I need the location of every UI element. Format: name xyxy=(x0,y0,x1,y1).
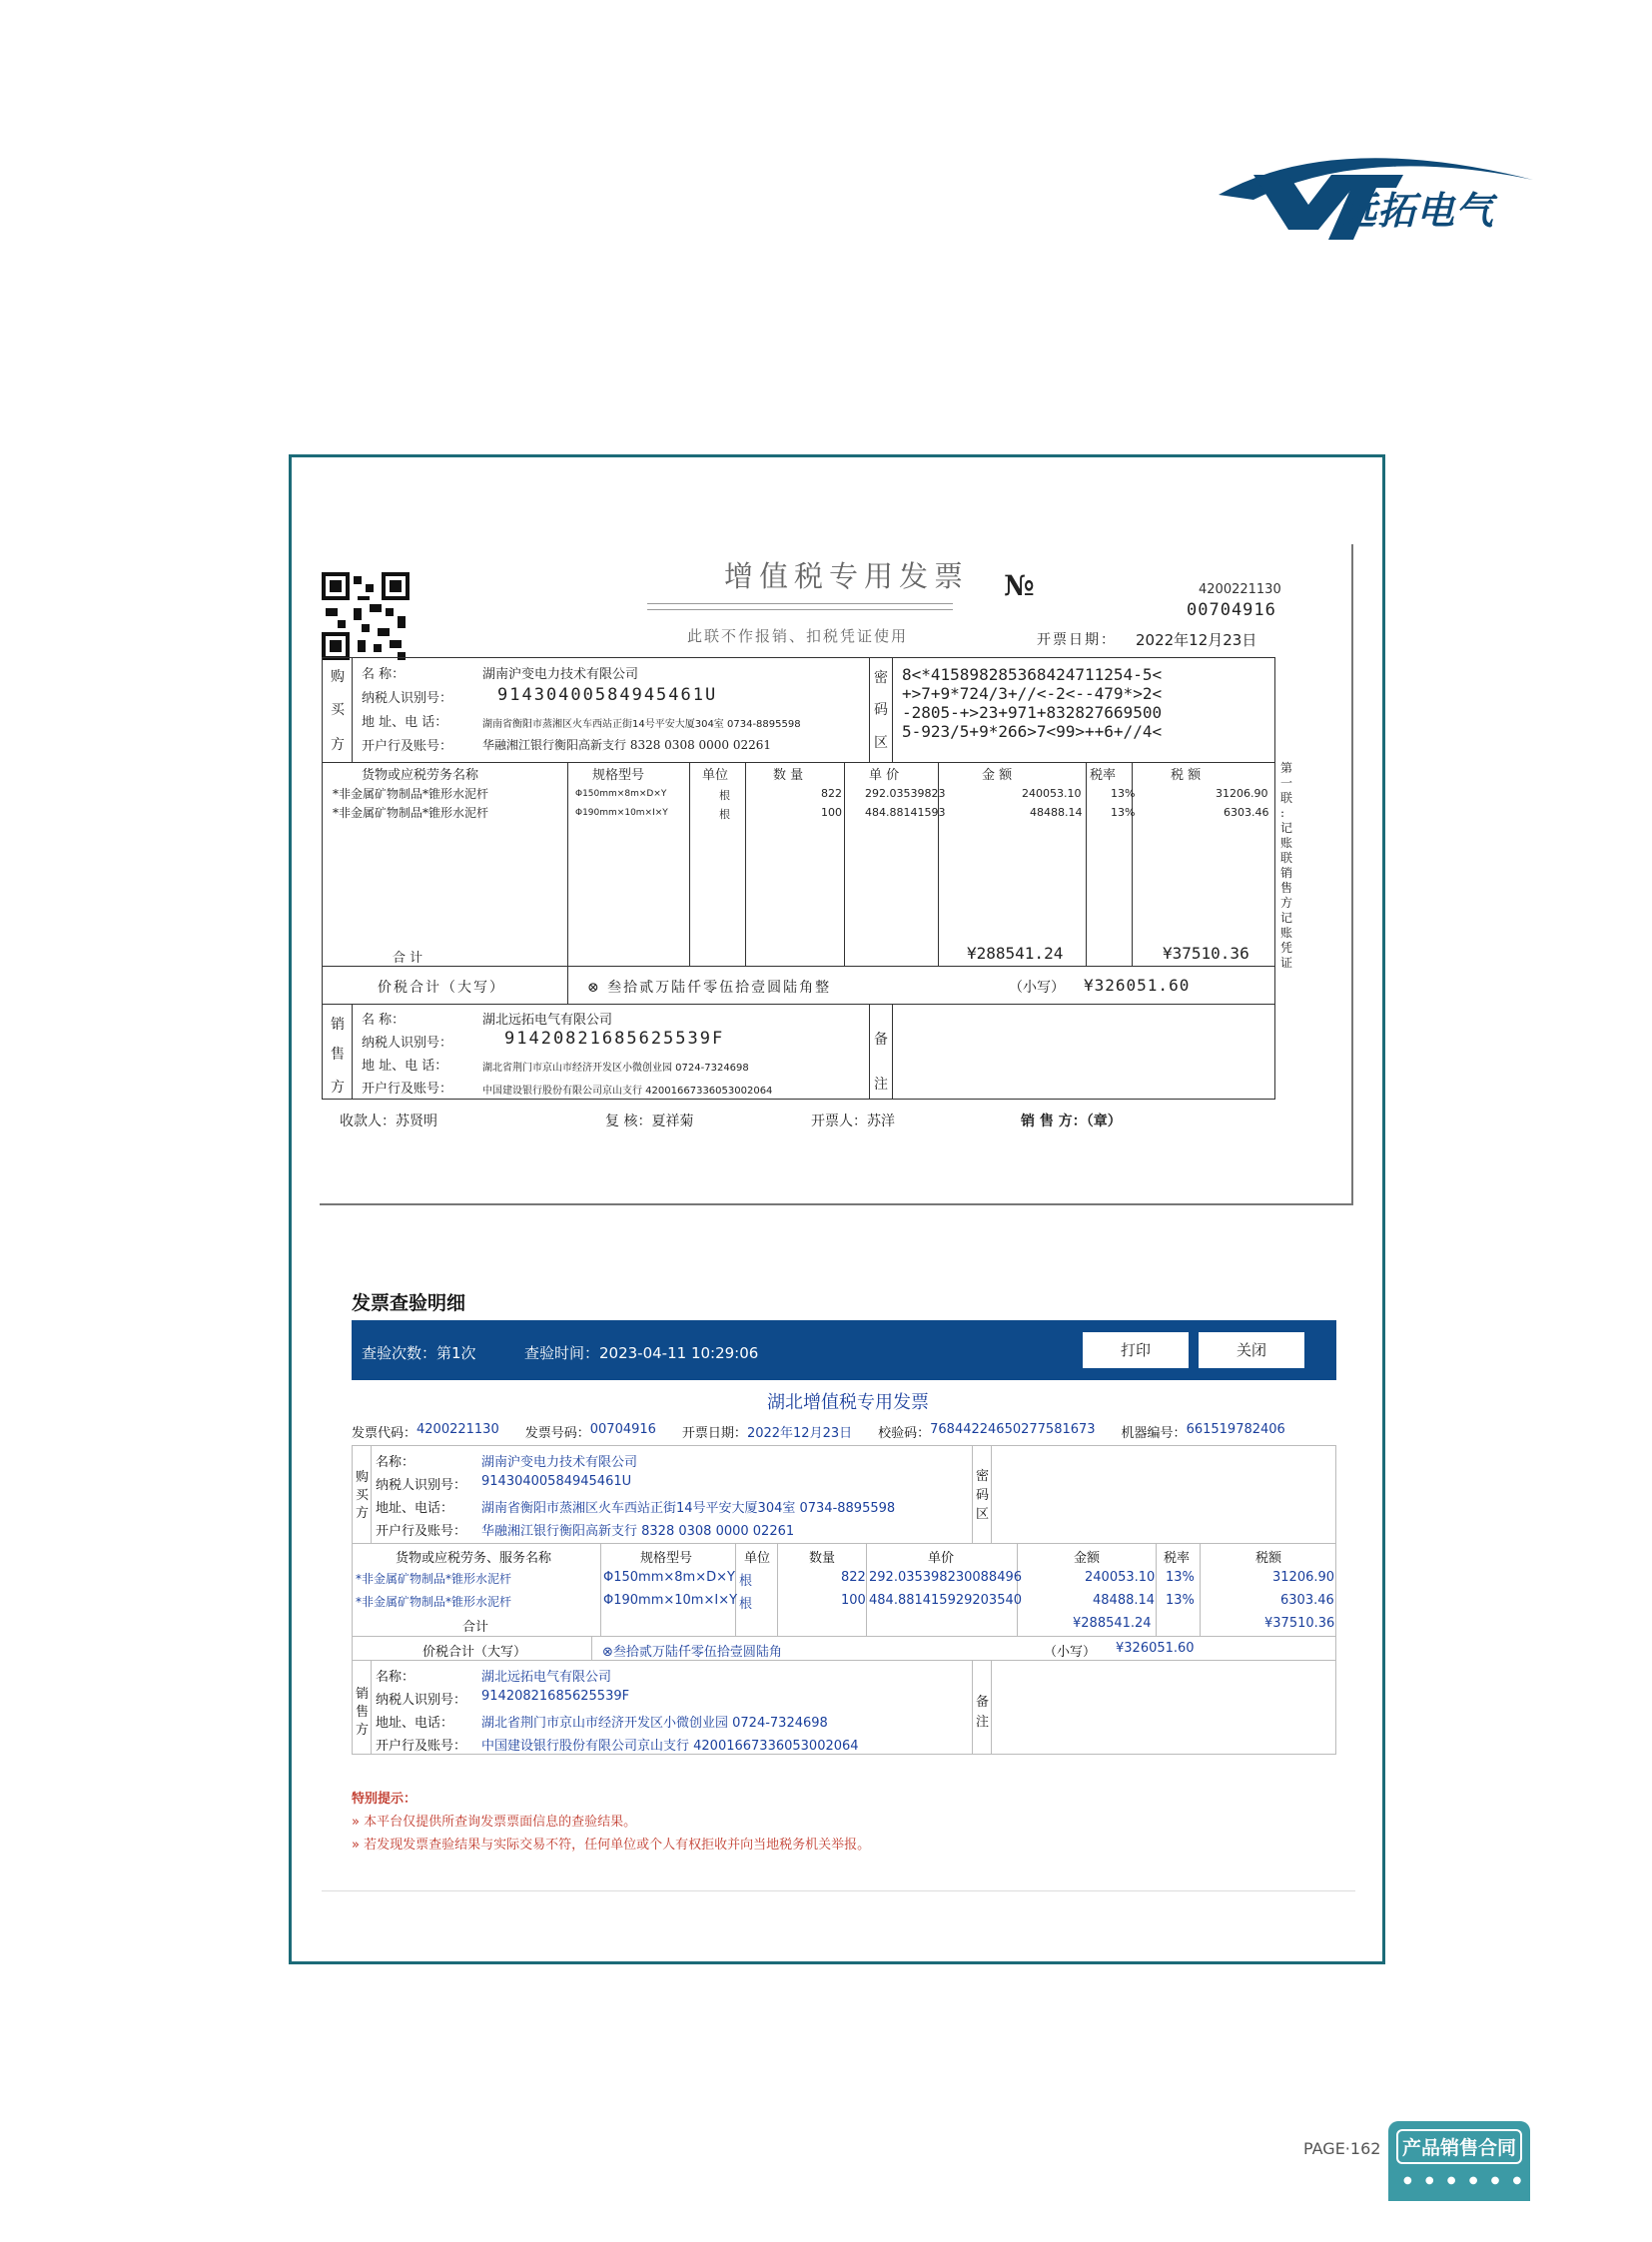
seller-name: 湖北远拓电气有限公司 xyxy=(482,1013,613,1028)
seller-tax-id: 91420821685625539F xyxy=(504,1029,725,1049)
logo-text: 远拓电气 xyxy=(1338,189,1495,233)
col-header: 单价 xyxy=(928,1551,955,1566)
item-amount: 48488.14 xyxy=(1093,1593,1156,1608)
seller-tax-id: 91420821685625539F xyxy=(481,1689,630,1704)
seller-address: 湖北省荆门市京山市经济开发区小微创业园 0724-7324698 xyxy=(481,1716,828,1731)
seller-side-label: 销 xyxy=(356,1687,370,1702)
col-header: 货物或应税劳务、服务名称 xyxy=(396,1551,552,1566)
item-price: 484.88141593 xyxy=(865,806,946,819)
buyer-address: 湖南省衡阳市蒸湘区火车西站正街14号平安大厦304室 0734-8895598 xyxy=(481,1501,896,1516)
col-divider xyxy=(991,1660,992,1755)
item-rate: 13% xyxy=(1111,787,1136,800)
buyer-side-label: 购 xyxy=(356,1470,370,1485)
item-spec: Φ150mm×8m×D×Y xyxy=(603,1570,735,1585)
buyer-taxid-label: 纳税人识别号： xyxy=(376,1478,467,1493)
col-divider xyxy=(892,657,893,762)
issue-date: 2022年12月23日 xyxy=(1136,631,1257,649)
buyer-side-label: 方 xyxy=(331,737,345,753)
buyer-side-label: 买 xyxy=(356,1488,370,1503)
col-header: 货物或应税劳务名称 xyxy=(362,768,479,783)
row-divider xyxy=(352,1543,1336,1544)
col-header: 金额 xyxy=(1074,1551,1101,1566)
divider xyxy=(322,1890,1355,1891)
item-name: *非金属矿物制品*锥形水泥杆 xyxy=(333,806,489,820)
machine-label: 机器编号： xyxy=(1121,1426,1187,1441)
seller-side-label: 方 xyxy=(331,1080,345,1096)
buyer-address-label: 地址、电话： xyxy=(376,1501,454,1516)
cipher-label: 密 xyxy=(976,1469,990,1484)
invoice-subtitle: 此联不作报销、扣税凭证使用 xyxy=(687,627,909,645)
col-header: 单 价 xyxy=(869,768,900,783)
col-divider xyxy=(371,1445,372,1543)
col-divider xyxy=(991,1445,992,1543)
cipher-line: 8<*415898285368424711254-5< xyxy=(902,665,1163,684)
section-title: 发票查验明细 xyxy=(352,1292,466,1314)
check-code-value: 76844224650277581673 xyxy=(930,1422,1096,1437)
buyer-bank: 华融湘江银行衡阳高新支行 8328 0308 0000 02261 xyxy=(482,738,772,752)
check-code-label: 校验码： xyxy=(878,1426,931,1441)
total-tax: ¥37510.36 xyxy=(1163,944,1249,963)
seller-address: 湖北省荆门市京山市经济开发区小微创业园 0724-7324698 xyxy=(482,1063,749,1074)
total-label: 合 计 xyxy=(393,951,423,966)
cipher-line: 5-923/5+9*266>7<99>++6+//4< xyxy=(902,722,1163,741)
col-divider xyxy=(972,1445,973,1543)
cipher-label: 区 xyxy=(976,1507,990,1522)
item-name: *非金属矿物制品*锥形水泥杆 xyxy=(356,1572,512,1586)
badge-dots: ● ● ● ● ● ● xyxy=(1403,2175,1527,2186)
buyer-address: 湖南省衡阳市蒸湘区火车西站正街14号平安大厦304室 0734-8895598 xyxy=(482,719,801,730)
item-price: 292.035398230088496 xyxy=(869,1570,1023,1585)
seller-name-label: 名称： xyxy=(376,1670,415,1685)
date-label: 开票日期： xyxy=(681,1426,747,1441)
buyer-name-label: 名称： xyxy=(376,1455,415,1470)
col-header: 单位 xyxy=(744,1551,771,1566)
note-label: 注 xyxy=(874,1077,888,1093)
total-label: 合计 xyxy=(462,1620,489,1635)
seller-bank-label: 开户行及账号： xyxy=(362,1082,453,1097)
col-divider xyxy=(745,762,746,966)
sum-small-label: （小写） xyxy=(1009,980,1065,996)
date-value: 2022年12月23日 xyxy=(746,1426,853,1441)
seller-bank: 中国建设银行股份有限公司京山支行 42001667336053002064 xyxy=(482,1086,773,1097)
code-label: 发票代码： xyxy=(352,1426,417,1441)
buyer-tax-id: 91430400584945461U xyxy=(481,1474,632,1489)
note-label: 备 xyxy=(976,1695,990,1710)
item-price: 484.881415929203540 xyxy=(869,1593,1023,1608)
item-qty: 100 xyxy=(841,1593,866,1608)
col-divider xyxy=(866,1543,867,1636)
buyer-bank-label: 开户行及账号： xyxy=(376,1524,467,1539)
col-divider xyxy=(777,1543,778,1636)
item-rate: 13% xyxy=(1111,806,1136,819)
buyer-side-label: 买 xyxy=(331,702,345,718)
buyer-side-label: 购 xyxy=(331,669,345,685)
seller-address-label: 地址、电话： xyxy=(376,1716,454,1731)
invoice-title: 增值税专用发票 xyxy=(724,559,970,593)
col-divider xyxy=(869,1004,870,1100)
col-divider xyxy=(600,1543,601,1636)
col-divider xyxy=(1017,1543,1018,1636)
machine-value: 661519782406 xyxy=(1186,1422,1285,1437)
warning-text: » 本平台仅提供所查询发票票面信息的查验结果。 xyxy=(352,1815,637,1830)
col-divider xyxy=(352,657,353,762)
row-divider xyxy=(352,1660,1336,1661)
total-amount: ¥288541.24 xyxy=(967,944,1064,963)
col-divider xyxy=(689,762,690,966)
buyer-tax-id: 91430400584945461U xyxy=(497,685,718,705)
invoice-code: 4200221130 xyxy=(1199,582,1281,597)
buyer-address-label: 地 址、电 话： xyxy=(362,715,448,730)
col-header: 单位 xyxy=(702,768,729,783)
code-value: 4200221130 xyxy=(416,1422,499,1437)
check-time: 查验时间：2023-04-11 10:29:06 xyxy=(524,1344,759,1362)
col-header: 税 额 xyxy=(1171,768,1202,783)
col-header: 数量 xyxy=(809,1551,836,1566)
col-divider xyxy=(352,1004,353,1100)
item-spec: Φ190mm×10m×I×Y xyxy=(575,808,668,818)
sum-in-words: ⊗叁拾贰万陆仟零伍拾壹圆陆角 xyxy=(602,1645,782,1660)
close-button[interactable]: 关闭 xyxy=(1198,1331,1305,1369)
item-name: *非金属矿物制品*锥形水泥杆 xyxy=(356,1595,512,1609)
number-label: 发票号码： xyxy=(524,1426,590,1441)
col-divider xyxy=(591,1636,592,1660)
item-rate: 13% xyxy=(1166,1593,1195,1608)
cipher-line: +>7+9*724/3+//<-2<--479*>2< xyxy=(902,684,1163,703)
buyer-side-label: 方 xyxy=(356,1506,370,1521)
buyer-name-label: 名 称： xyxy=(362,667,406,682)
col-divider xyxy=(567,762,568,966)
seller-bank-label: 开户行及账号： xyxy=(376,1739,467,1754)
seller-taxid-label: 纳税人识别号： xyxy=(362,1036,453,1051)
item-qty: 822 xyxy=(841,1570,866,1585)
note-label: 备 xyxy=(874,1032,888,1048)
seller-side-label: 方 xyxy=(356,1723,370,1738)
buyer-taxid-label: 纳税人识别号： xyxy=(362,691,453,706)
item-spec: Φ190mm×10m×I×Y xyxy=(603,1593,738,1608)
page-number: PAGE·162 xyxy=(1303,2139,1381,2158)
cipher-label: 区 xyxy=(874,735,888,751)
col-divider xyxy=(844,762,845,966)
number-value: 00704916 xyxy=(589,1422,656,1437)
item-tax: 6303.46 xyxy=(1224,806,1269,819)
buyer-name: 湖南沪变电力技术有限公司 xyxy=(482,667,639,682)
col-header: 税额 xyxy=(1255,1551,1282,1566)
item-unit: 根 xyxy=(719,808,730,821)
col-divider xyxy=(892,1004,893,1100)
col-divider xyxy=(1086,762,1087,966)
item-price: 292.03539823 xyxy=(865,787,946,800)
sum-small: ¥326051.60 xyxy=(1084,976,1191,995)
seller-side-label: 销 xyxy=(331,1017,345,1033)
cipher-line: -2805-+>23+971+832827669500 xyxy=(902,703,1163,722)
copy-side-label: 第 一 联 : 记 账 联 销 售 方 记 账 凭 证 xyxy=(1280,761,1293,970)
item-tax: 6303.46 xyxy=(1280,1593,1334,1608)
col-header: 税率 xyxy=(1090,768,1117,783)
sum-label: 价税合计（大写） xyxy=(378,980,505,996)
item-name: *非金属矿物制品*锥形水泥杆 xyxy=(333,787,489,801)
seller-bank: 中国建设银行股份有限公司京山支行 42001667336053002064 xyxy=(481,1739,859,1754)
print-button[interactable]: 打印 xyxy=(1082,1331,1190,1369)
seller-address-label: 地 址、电 话： xyxy=(362,1059,448,1074)
item-unit: 根 xyxy=(739,1597,753,1612)
item-unit: 根 xyxy=(739,1574,753,1589)
total-amount: ¥288541.24 xyxy=(1073,1616,1152,1631)
title-underline xyxy=(647,603,953,604)
note-label: 注 xyxy=(976,1715,990,1730)
seller-name: 湖北远拓电气有限公司 xyxy=(481,1670,612,1685)
col-divider xyxy=(567,966,568,1004)
issue-date-label: 开票日期： xyxy=(1037,632,1117,648)
buyer-name: 湖南沪变电力技术有限公司 xyxy=(481,1455,638,1470)
sum-small: ¥326051.60 xyxy=(1116,1641,1195,1656)
payee: 收款人：苏贤明 xyxy=(340,1114,437,1129)
col-divider xyxy=(371,1660,372,1755)
warning-text: » 若发现发票查验结果与实际交易不符，任何单位或个人有权拒收并向当地税务机关举报。 xyxy=(352,1838,871,1853)
title-underline xyxy=(647,609,953,610)
reviewer: 复 核：夏祥菊 xyxy=(605,1114,694,1129)
item-amount: 240053.10 xyxy=(1085,1570,1156,1585)
col-divider xyxy=(1200,1543,1201,1636)
row-divider xyxy=(352,1636,1336,1637)
item-unit: 根 xyxy=(719,789,730,802)
row-divider xyxy=(322,1004,1275,1005)
item-spec: Φ150mm×8m×D×Y xyxy=(575,789,667,799)
cipher-label: 码 xyxy=(976,1488,990,1503)
verify-header-row xyxy=(352,1422,1285,1441)
col-divider xyxy=(735,1543,736,1636)
item-tax: 31206.90 xyxy=(1272,1570,1335,1585)
row-divider xyxy=(322,966,1275,967)
item-amount: 48488.14 xyxy=(1030,806,1083,819)
seller-seal: 销 售 方：（章） xyxy=(1021,1114,1122,1129)
sum-in-words: ⊗ 叁拾贰万陆仟零伍拾壹圆陆角整 xyxy=(587,980,832,996)
item-tax: 31206.90 xyxy=(1216,787,1268,800)
check-count: 查验次数：第1次 xyxy=(362,1344,476,1362)
item-amount: 240053.10 xyxy=(1022,787,1082,800)
seller-side-label: 售 xyxy=(331,1047,345,1063)
col-divider xyxy=(1156,1543,1157,1636)
cipher-label: 密 xyxy=(874,670,888,686)
sum-small-label: （小写） xyxy=(1044,1645,1097,1660)
seller-side-label: 售 xyxy=(356,1705,370,1720)
col-header: 规格型号 xyxy=(640,1551,693,1566)
item-rate: 13% xyxy=(1166,1570,1195,1585)
qr-code-icon xyxy=(322,572,410,660)
item-qty: 100 xyxy=(821,806,842,819)
badge-label: 产品销售合同 xyxy=(1396,2129,1522,2164)
buyer-bank-label: 开户行及账号： xyxy=(362,739,453,754)
seller-name-label: 名 称： xyxy=(362,1013,406,1028)
buyer-bank: 华融湘江银行衡阳高新支行 8328 0308 0000 02261 xyxy=(481,1524,795,1539)
col-header: 规格型号 xyxy=(592,768,645,783)
col-divider xyxy=(972,1660,973,1755)
item-qty: 822 xyxy=(821,787,842,800)
verify-invoice-title: 湖北增值税专用发票 xyxy=(767,1392,929,1413)
cipher-label: 码 xyxy=(874,702,888,718)
sum-label: 价税合计（大写） xyxy=(422,1645,527,1660)
col-divider xyxy=(869,657,870,762)
number-sign: № xyxy=(1004,569,1035,602)
col-header: 数 量 xyxy=(773,768,804,783)
drawer: 开票人：苏洋 xyxy=(811,1114,895,1129)
warning-title: 特别提示： xyxy=(352,1792,417,1807)
col-header: 金 额 xyxy=(982,768,1013,783)
seller-taxid-label: 纳税人识别号： xyxy=(376,1693,467,1708)
total-tax: ¥37510.36 xyxy=(1264,1616,1335,1631)
invoice-number: 00704916 xyxy=(1187,600,1276,620)
col-header: 税率 xyxy=(1164,1551,1191,1566)
